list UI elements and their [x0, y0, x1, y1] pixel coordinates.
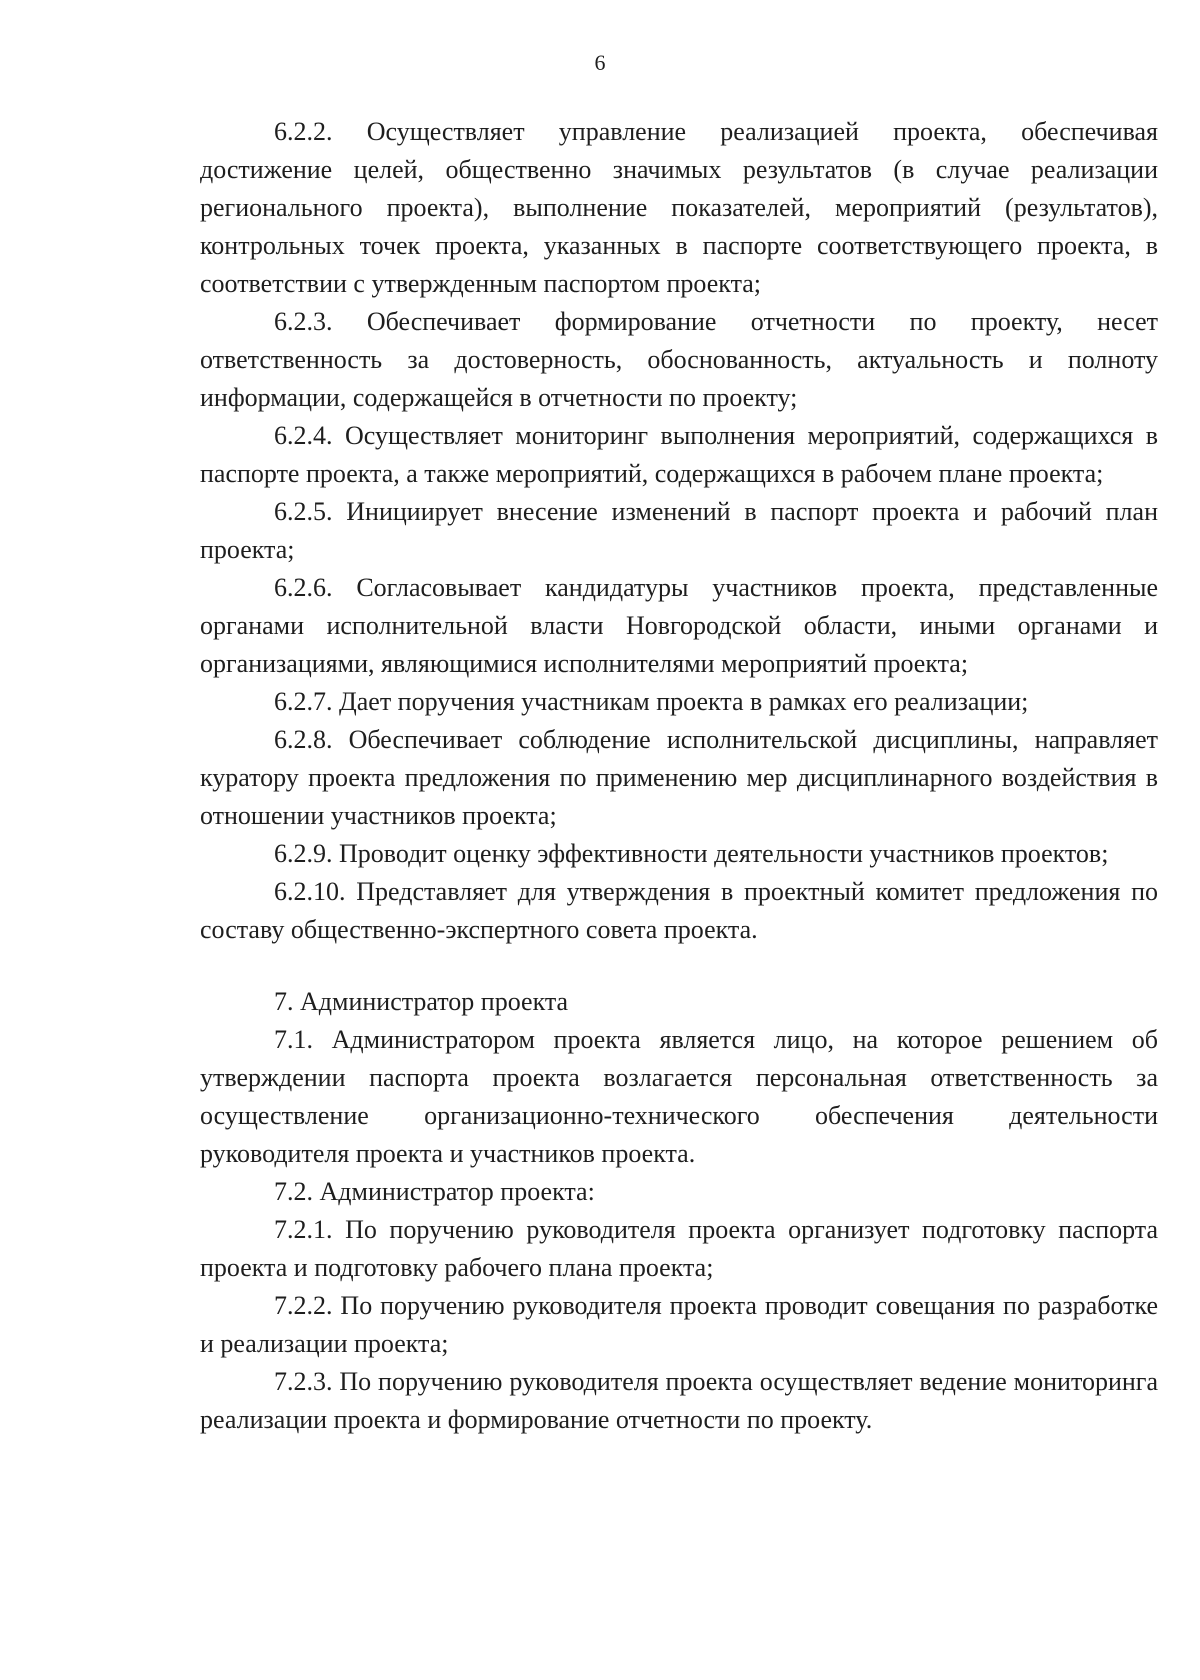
paragraph-6-2-3: 6.2.3. Обеспечивает формирование отчетности по проекту, несет ответственность за достоверность, обоснованность, актуальность и полноту информации, содержащейся в отчетности по проекту;: [200, 307, 1158, 412]
paragraph-7-1: 7.1. Администратором проекта является лицо, на которое решением об утверждении паспорта проекта возлагается персональная ответственность за осуществление организационно-технического обеспечения деятельности руководителя проекта и участников проекта.: [200, 1025, 1158, 1168]
paragraph-7-2: 7.2. Администратор проекта:: [274, 1177, 595, 1206]
section-7-heading: 7. Администратор проекта: [274, 987, 569, 1016]
paragraph-6-2-6: 6.2.6. Согласовывает кандидатуры участников проекта, представленные органами исполнительной власти Новгородской области, иными органами и организациями, являющимися исполнителями мероприятий проекта;: [200, 573, 1158, 678]
paragraph-6-2-7: 6.2.7. Дает поручения участникам проекта в рамках его реализации;: [274, 687, 1029, 716]
paragraph-6-2-8: 6.2.8. Обеспечивает соблюдение исполнительской дисциплины, направляет куратору проекта предложения по применению мер дисциплинарного воздействия в отношении участников проекта;: [200, 725, 1158, 830]
document-body: [200, 113, 1158, 1439]
paragraph-6-2-4: 6.2.4. Осуществляет мониторинг выполнения мероприятий, содержащихся в паспорте проекта, а также мероприятий, содержащихся в рабочем плане проекта;: [200, 421, 1158, 488]
paragraph-7-2-3: 7.2.3. По поручению руководителя проекта осуществляет ведение мониторинга реализации проекта и формирование отчетности по проекту.: [200, 1367, 1158, 1434]
paragraph-7-2-2: 7.2.2. По поручению руководителя проекта проводит совещания по разработке и реализации проекта;: [200, 1291, 1158, 1358]
paragraph-6-2-9: 6.2.9. Проводит оценку эффективности деятельности участников проектов;: [274, 839, 1109, 868]
paragraph-6-2-2: 6.2.2. Осуществляет управление реализацией проекта, обеспечивая достижение целей, общественно значимых результатов (в случае реализации регионального проекта), выполнение показателей, мероприятий (результатов), контрольных точек проекта, указанных в паспорте соответствующего проекта, в соответствии с утвержденным паспортом проекта;: [200, 117, 1158, 298]
paragraph-6-2-10: 6.2.10. Представляет для утверждения в проектный комитет предложения по составу общественно-экспертного совета проекта.: [200, 877, 1158, 944]
page-number: 6: [594, 50, 606, 75]
paragraph-7-2-1: 7.2.1. По поручению руководителя проекта организует подготовку паспорта проекта и подготовку рабочего плана проекта;: [200, 1215, 1158, 1282]
paragraph-6-2-5: 6.2.5. Инициирует внесение изменений в паспорт проекта и рабочий план проекта;: [200, 497, 1158, 564]
